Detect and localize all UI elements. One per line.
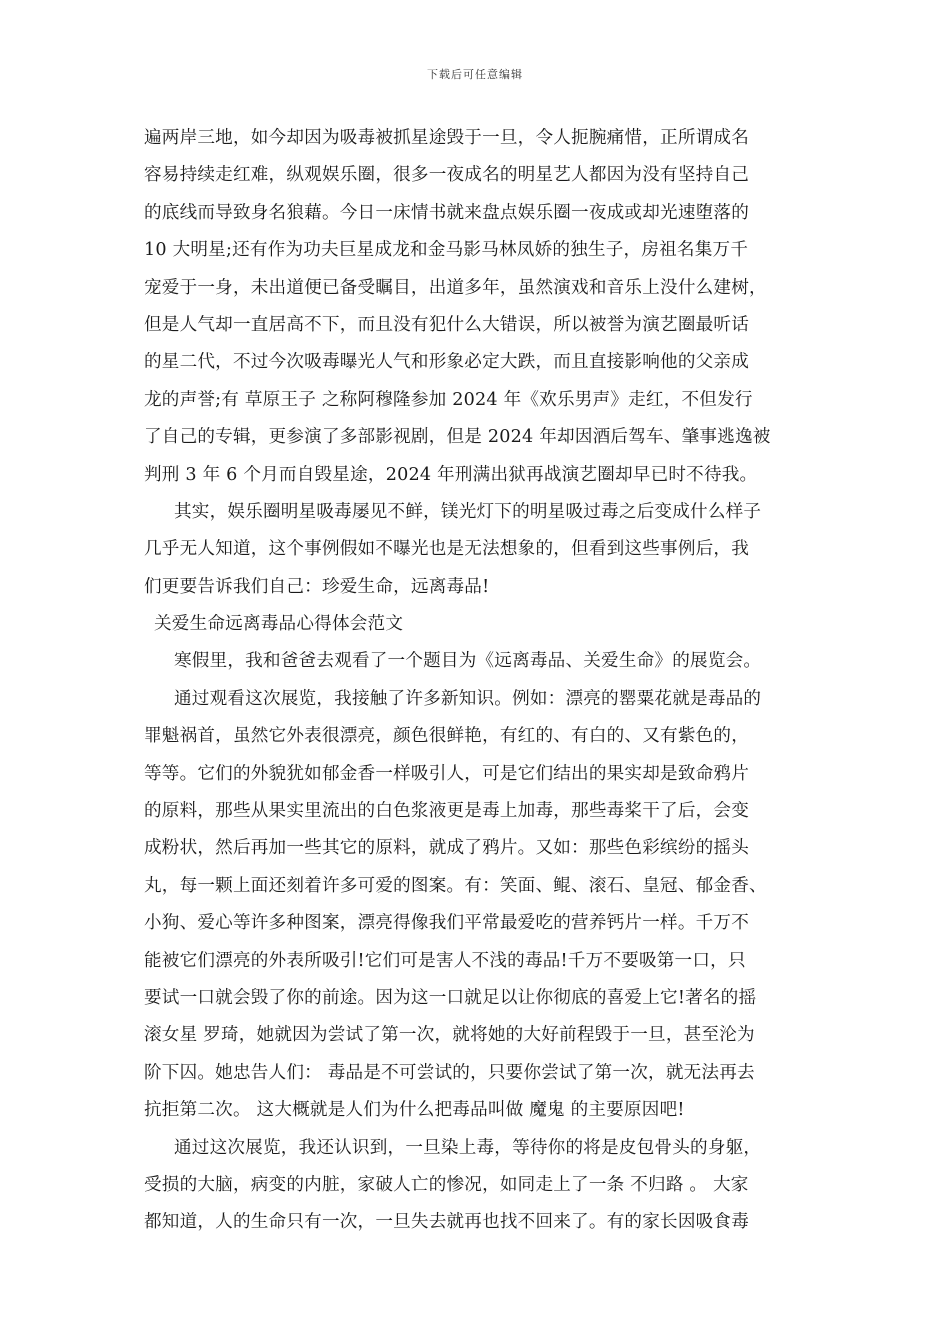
text-line: 几乎无人知道，这个事例假如不曝光也是无法想象的，但看到这些事例后，我	[144, 539, 749, 560]
text-line: 抗拒第二次。 这大概就是人们为什么把毒品叫做 魔鬼 的主要原因吧!	[144, 1100, 685, 1121]
text-line: 了自己的专辑，更参演了多部影视剧，但是 2024 年却因酒后驾车、肇事逃逸被	[144, 427, 771, 448]
text-line: 龙的声誉;有 草原王子 之称阿穆隆参加 2024 年《欢乐男声》走红，不但发行	[144, 389, 753, 410]
text-line: 遍两岸三地，如今却因为吸毒被抓星途毁于一旦，令人扼腕痛惜，正所谓成名	[144, 128, 749, 148]
paragraph-start-line: 其实，娱乐圈明星吸毒屡见不鲜，镁光灯下的明星吸过毒之后变成什么样子	[174, 501, 762, 522]
paragraph-start-line: 通过观看这次展览，我接触了许多新知识。例如：漂亮的罂粟花就是毒品的	[174, 688, 762, 709]
text-line: 们更要告诉我们自己：珍爱生命，远离毒品!	[144, 576, 490, 597]
text-line: 丸，每一颗上面还刻着许多可爱的图案。有：笑面、鲲、滚石、皇冠、郁金香、	[144, 875, 767, 896]
text-line: 能被它们漂亮的外表所吸引!它们可是害人不浅的毒品!千万不要吸第一口，只	[144, 950, 746, 971]
section-title: 关爱生命远离毒品心得体会范文	[154, 614, 404, 635]
text-line: 要试一口就会毁了你的前途。因为这一口就足以让你彻底的喜爱上它!著名的摇	[144, 987, 757, 1008]
paragraph-start-line: 通过这次展览，我还认识到，一旦染上毒，等待你的将是皮包骨头的身躯，	[174, 1137, 762, 1158]
text-line: 成粉状，然后再加一些其它的原料，就成了鸦片。又如：那些色彩缤纷的摇头	[144, 838, 749, 859]
text-line: 容易持续走红难，纵观娱乐圈，很多一夜成名的明星艺人都因为没有坚持自己	[144, 165, 749, 186]
body-text	[144, 120, 820, 1242]
text-line: 小狗、爱心等许多种图案，漂亮得像我们平常最爱吃的营养钙片一样。千万不	[144, 913, 749, 934]
text-line: 受损的大脑，病变的内脏，家破人亡的惨况，如同走上了一条 不归路 。 大家	[144, 1174, 749, 1195]
text-line: 的星二代，不过今次吸毒曝光人气和形象必定大跌，而且直接影响他的父亲成	[144, 352, 749, 373]
text-line: 的原料，那些从果实里流出的白色浆液更是毒上加毒，那些毒桨干了后，会变	[144, 801, 749, 822]
paragraph-start-line: 寒假里，我和爸爸去观看了一个题目为《远离毒品、关爱生命》的展览会。	[174, 651, 762, 672]
text-line: 都知道，人的生命只有一次，一旦失去就再也找不回来了。有的家长因吸食毒	[144, 1212, 749, 1233]
header-note: 下载后可任意编辑	[427, 68, 523, 81]
text-line: 宠爱于一身，未出道便已备受瞩目，出道多年，虽然演戏和音乐上没什么建树，	[144, 277, 767, 298]
text-line: 滚女星 罗琦，她就因为尝试了第一次，就将她的大好前程毁于一旦，甚至沦为	[144, 1025, 755, 1046]
text-line: 但是人气却一直居高不下，而且没有犯什么大错误，所以被誉为演艺圈最听话	[144, 314, 749, 335]
text-line: 的底线而导致身名狼藉。今日一床情书就来盘点娱乐圈一夜成或却光速堕落的	[144, 202, 749, 223]
text-line: 阶下囚。她忠告人们： 毒品是不可尝试的，只要你尝试了第一次，就无法再去	[144, 1062, 755, 1083]
text-line: 等等。它们的外貌犹如郁金香一样吸引人，可是它们结出的果实却是致命鸦片	[144, 763, 749, 784]
text-line: 判刑 3 年 6 个月而自毁星途，2024 年刑满出狱再战演艺圈却早已时不待我。	[144, 464, 758, 485]
text-line: 10 大明星;还有作为功夫巨星成龙和金马影马林凤娇的独生子，房祖名集万千	[144, 240, 749, 261]
text-line: 罪魁祸首，虽然它外表很漂亮，颜色很鲜艳，有红的、有白的、又有紫色的，	[144, 726, 749, 747]
